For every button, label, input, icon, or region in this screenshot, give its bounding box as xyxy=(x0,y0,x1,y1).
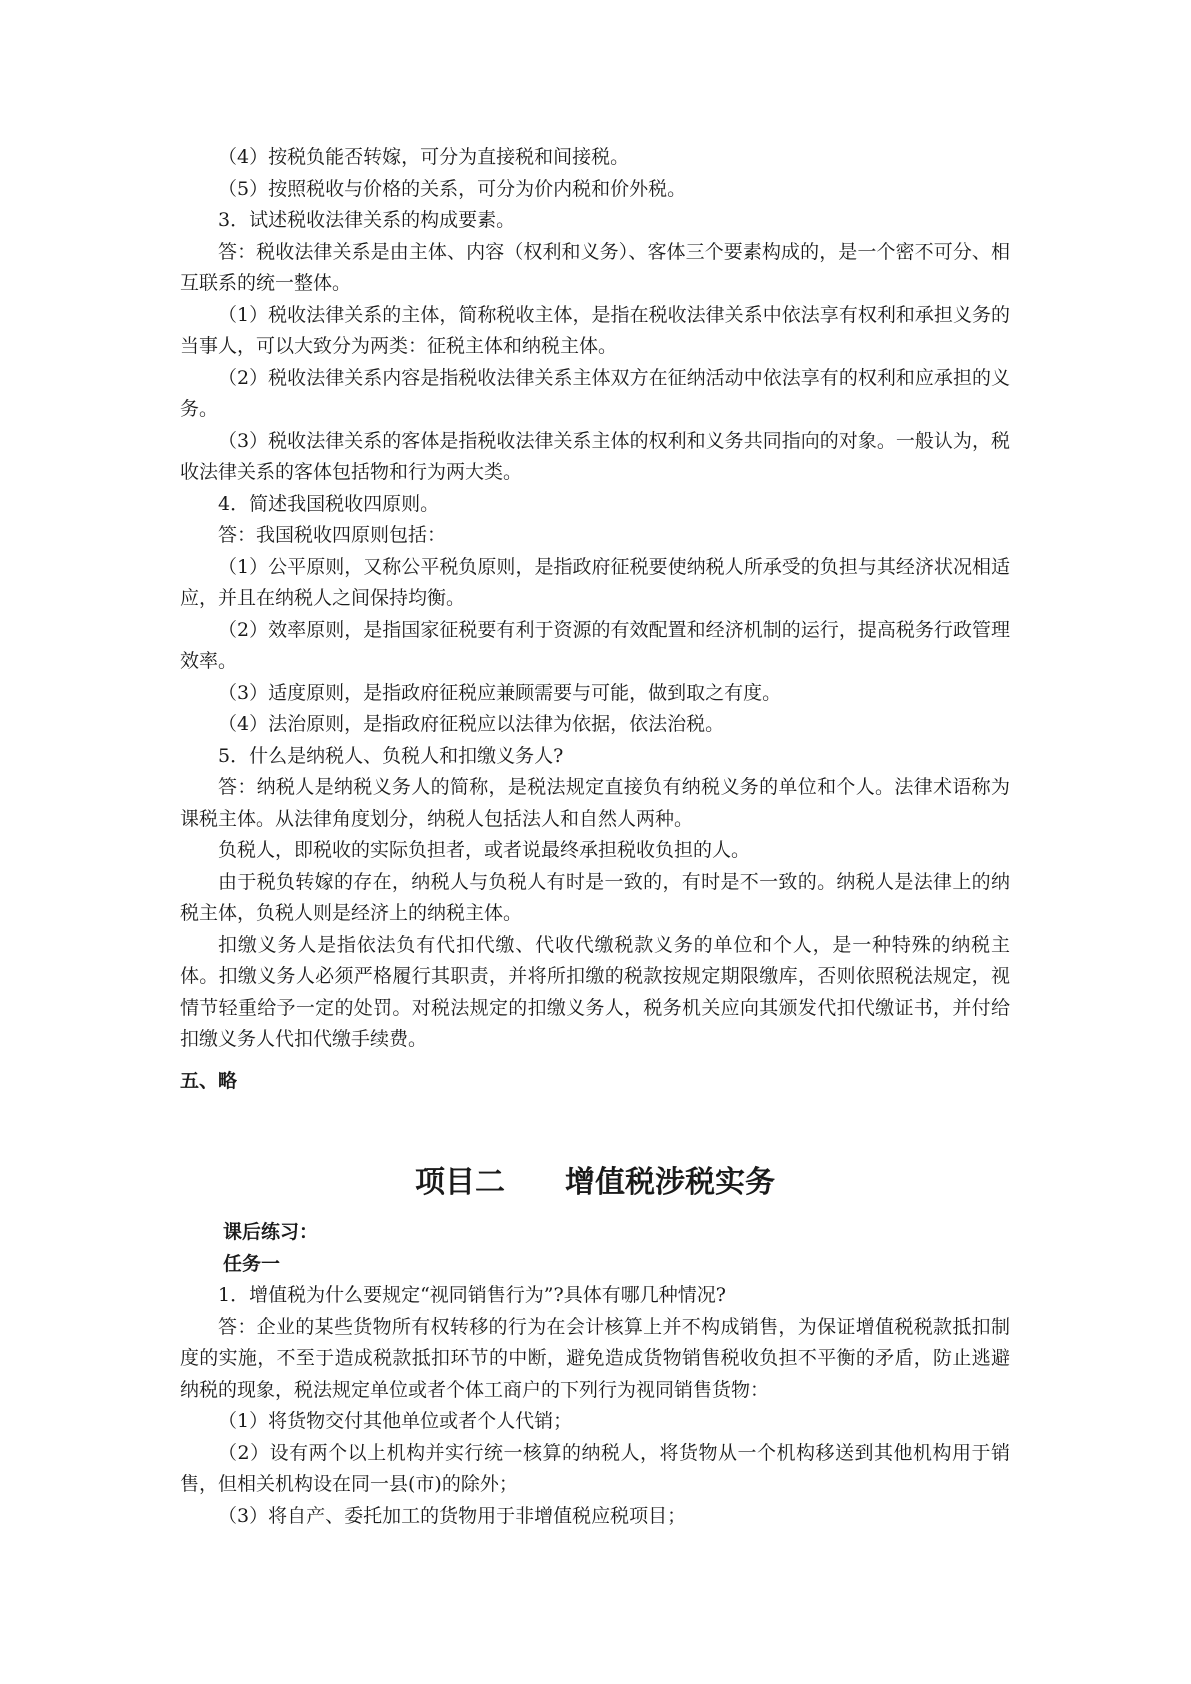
answer-paragraph: 答：我国税收四原则包括： xyxy=(218,524,447,546)
paragraph: 由于税负转嫁的存在，纳税人与负税人有时是一致的，有时是不一致的。纳税人是法律上的纳税主体，负税人则是经济上的纳税主体。 xyxy=(180,870,1010,924)
document-page xyxy=(180,142,1010,1532)
paragraph: （2）税收法律关系内容是指税收法律关系主体双方在征纳活动中依法享有的权利和应承担的义务。 xyxy=(180,366,1010,420)
project-title: 项目二 增值税涉税实务 xyxy=(415,1165,775,1200)
answer-paragraph: 答：纳税人是纳税义务人的简称，是税法规定直接负有纳税义务的单位和个人。法律术语称为课税主体。从法律角度划分，纳税人包括法人和自然人两种。 xyxy=(180,776,1010,830)
paragraph: （1）将货物交付其他单位或者个人代销； xyxy=(218,1410,573,1432)
paragraph: （3）税收法律关系的客体是指税收法律关系主体的权利和义务共同指向的对象。一般认为，税收法律关系的客体包括物和行为两大类。 xyxy=(180,429,1010,483)
paragraph: （4）按税负能否转嫁，可分为直接税和间接税。 xyxy=(218,146,630,168)
paragraph: （4）法治原则，是指政府征税应以法律为依据，依法治税。 xyxy=(218,713,725,735)
paragraph: （3）适度原则，是指政府征税应兼顾需要与可能，做到取之有度。 xyxy=(218,681,782,704)
paragraph: 扣缴义务人是指依法负有代扣代缴、代收代缴税款义务的单位和个人，是一种特殊的纳税主体。扣缴义务人必须严格履行其职责，并将所扣缴的税款按规定期限缴库，否则依照税法规定，视情节轻重给予一定的处罚。对税法规定的扣缴义务人，税务机关应向其颁发代扣代缴证书，并付给扣缴义务人代扣代缴手续费。 xyxy=(180,933,1010,1050)
question-heading: 4．简述我国税收四原则。 xyxy=(218,492,440,515)
paragraph: （5）按照税收与价格的关系，可分为价内税和价外税。 xyxy=(218,177,687,200)
answer-paragraph: 答：税收法律关系是由主体、内容（权利和义务）、客体三个要素构成的，是一个密不可分、相互联系的统一整体。 xyxy=(180,240,1010,294)
paragraph: 负税人，即税收的实际负担者，或者说最终承担税收负担的人。 xyxy=(218,839,751,861)
paragraph: （3）将自产、委托加工的货物用于非增值税应税项目； xyxy=(218,1504,687,1527)
paragraph: （2）设有两个以上机构并实行统一核算的纳税人，将货物从一个机构移送到其他机构用于销售，但相关机构设在同一县(市)的除外； xyxy=(180,1441,1010,1495)
question-heading: 5．什么是纳税人、负税人和扣缴义务人? xyxy=(218,744,564,767)
subheading-task: 任务一 xyxy=(223,1252,281,1275)
answer-paragraph: 答：企业的某些货物所有权转移的行为在会计核算上并不构成销售，为保证增值税税款抵扣制度的实施，不至于造成税款抵扣环节的中断，避免造成货物销售税收负担不平衡的矛盾，防止逃避纳税的现象，税法规定单位或者个体工商户的下列行为视同销售货物： xyxy=(180,1315,1010,1401)
section-heading: 五、略 xyxy=(180,1069,238,1092)
paragraph: （1）税收法律关系的主体，简称税收主体，是指在税收法律关系中依法享有权利和承担义务的当事人，可以大致分为两类：征税主体和纳税主体。 xyxy=(180,303,1010,357)
question-heading: 1．增值税为什么要规定“视同销售行为”?具体有哪几种情况? xyxy=(218,1284,726,1306)
subheading-exercises: 课后练习： xyxy=(223,1221,319,1243)
paragraph: （1）公平原则，又称公平税负原则，是指政府征税要使纳税人所承受的负担与其经济状况相适应，并且在纳税人之间保持均衡。 xyxy=(180,555,1010,609)
paragraph: （2）效率原则，是指国家征税要有利于资源的有效配置和经济机制的运行，提高税务行政管理效率。 xyxy=(180,618,1010,672)
question-heading: 3．试述税收法律关系的构成要素。 xyxy=(218,209,516,231)
